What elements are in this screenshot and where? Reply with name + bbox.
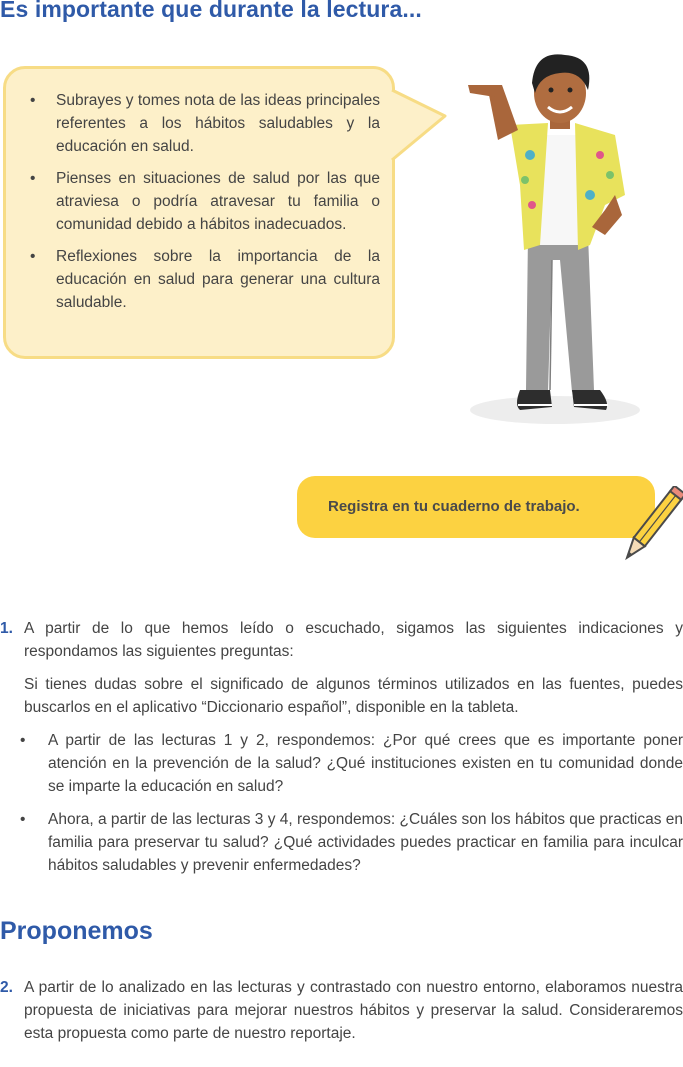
list-item <box>28 167 380 236</box>
speech-bubble <box>3 66 395 359</box>
page-title: Es importante que durante la lectura... <box>0 0 422 22</box>
dictionary-note: Si tienes dudas sobre el significado de algunos términos utilizados en las fuentes, puedes buscarlos en el aplicativo “Diccionario español”, disponible en la tableta. <box>24 676 683 716</box>
bullet: • <box>30 248 36 265</box>
question-bullet: Ahora, a partir de las lecturas 3 y 4, respondemos: ¿Cuáles son los hábitos que practicas en familia para preservar tu salud? ¿Qué actividades puedes practicar en familia para inculcar hábitos saludables y prevenir enfermedades? <box>48 811 683 874</box>
bullet: • <box>30 170 36 187</box>
tip-text: Pienses en situaciones de salud por las que atraviesa o podría atravesar tu familia o comunidad debido a hábitos inadecuados. <box>56 170 380 233</box>
tip-text: Reflexiones sobre la importancia de la educación en salud para generar una cultura saludable. <box>56 248 380 311</box>
pencil-icon <box>618 486 683 568</box>
bullet: • <box>20 732 26 749</box>
student-illustration <box>440 45 655 430</box>
question-number: 1. <box>0 620 13 637</box>
section-heading: Proponemos <box>0 917 153 945</box>
bullet: • <box>20 811 26 828</box>
list-item <box>28 245 380 314</box>
notebook-reminder-label: Registra en tu cuaderno de trabajo. <box>328 498 580 515</box>
notebook-reminder <box>297 476 655 538</box>
question-number: 2. <box>0 979 13 996</box>
bullet: • <box>30 92 36 109</box>
question-intro: A partir de lo que hemos leído o escuchado, sigamos las siguientes indicaciones y respondamos las siguientes preguntas: <box>24 620 683 660</box>
question-text: A partir de lo analizado en las lecturas y contrastado con nuestro entorno, elaboramos nuestra propuesta de iniciativas para mejorar nuestros hábitos y preservar la salud. Consideraremos esta propuesta como parte de nuestro reportaje. <box>24 979 683 1042</box>
list-item <box>28 89 380 158</box>
reading-tips-list <box>28 89 380 323</box>
question-bullet: A partir de las lecturas 1 y 2, respondemos: ¿Por qué crees que es importante poner atención en la prevención de la salud? ¿Qué instituciones existen en tu comunidad donde se imparte la educación en salud? <box>48 732 683 795</box>
tip-text: Subrayes y tomes nota de las ideas principales referentes a los hábitos saludables y la educación en salud. <box>56 92 380 155</box>
